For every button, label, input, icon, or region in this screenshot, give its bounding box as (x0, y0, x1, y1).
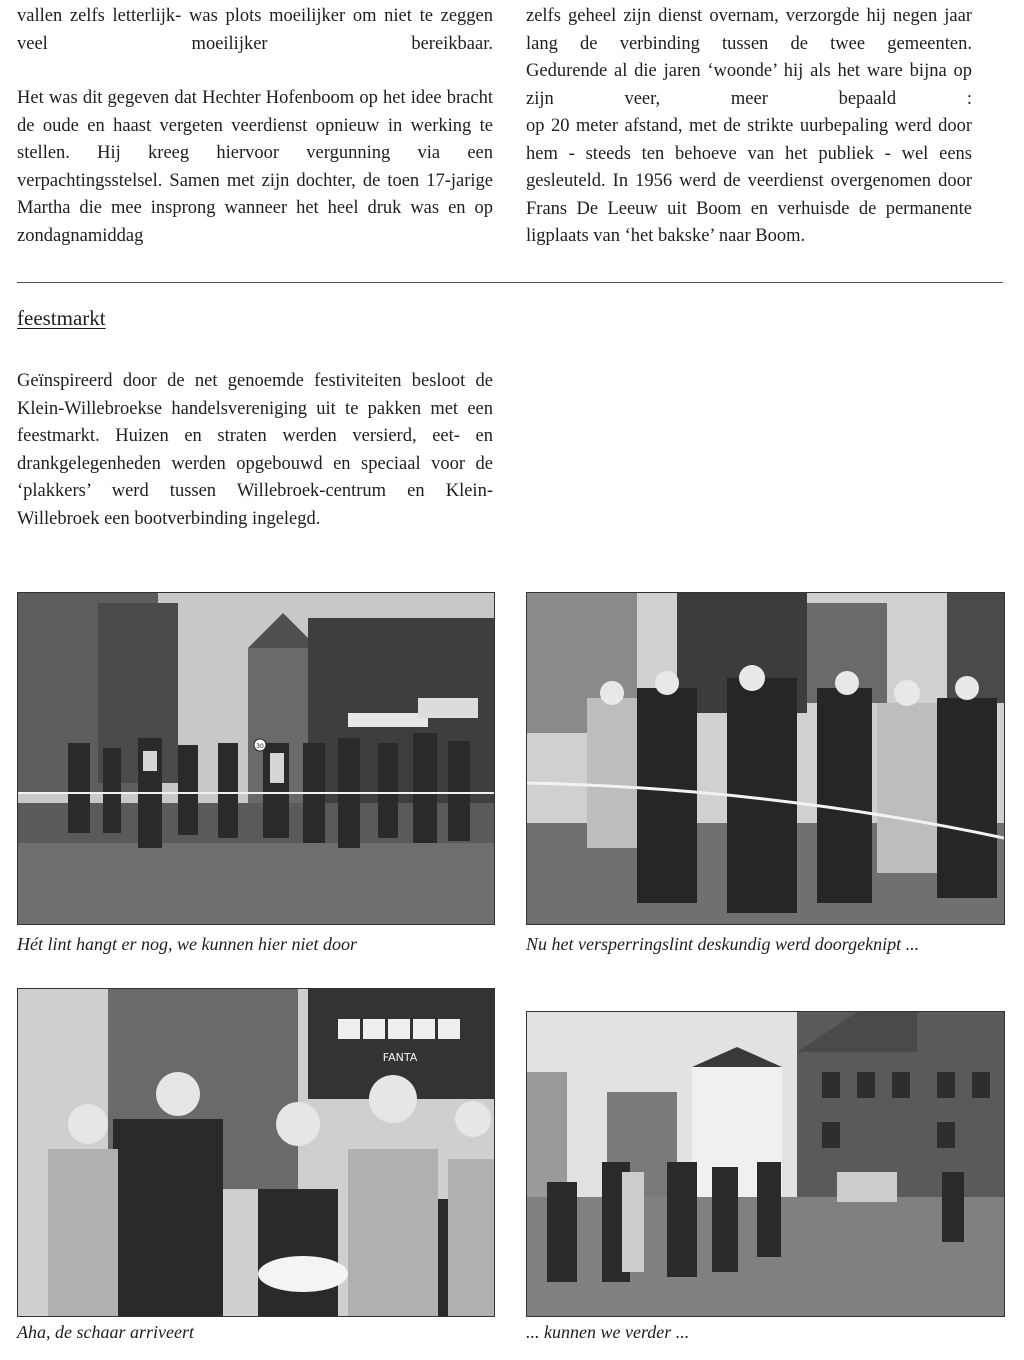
photo-caption: Aha, de schaar arriveert (17, 1322, 194, 1342)
photo-caption: ... kunnen we verder ... (526, 1322, 690, 1342)
paragraph: Geïnspireerd door de net genoemde festiviteiten besloot de Klein-Willebroekse handelsvereniging uit te pakken met een feestmarkt. Huizen en straten werden versierd, eet- en drankgelegenheden werden opgebouwd en speciaal voor de ‘plakkers’ werd tussen Willebroek-centrum en Klein-Willebroek een bootverbinding ingelegd. (17, 371, 493, 529)
paragraph: zelfs geheel zijn dienst overnam, verzorgde hij negen jaar lang de verbinding tussen de twee gemeenten. (526, 6, 972, 54)
photo-caption: Hét lint hangt er nog, we kunnen hier niet door (17, 934, 357, 954)
section-body (17, 368, 493, 533)
photo-procession (526, 1011, 1005, 1317)
shop-sign-text: FANTA (382, 1051, 418, 1064)
article-column-left-top (17, 3, 493, 250)
photo-caption: Nu het versperringslint deskundig werd doorgeknipt ... (526, 934, 920, 954)
section-divider (17, 282, 1003, 283)
article-column-right-top (526, 3, 972, 251)
paragraph: Het was dit gegeven dat Hechter Hofenboom op het idee bracht de oude en haast vergeten veerdienst opnieuw in werking te stellen. Hij kreeg hiervoor vergunning via een verpachtingsstelsel. Samen met zijn dochter, de toen 17-jarige Martha die mee insprong wanneer het heel druk was en op zondagnamiddag (17, 88, 493, 246)
section-heading: feestmarkt (17, 306, 106, 330)
photo-cutting-ribbon (526, 592, 1005, 925)
paragraph: op 20 meter afstand, met de strikte uurbepaling werd door hem - steeds ten behoeve van het publiek - wel eens gesleuteld. In 1956 werd de veerdienst overgenomen door Frans De Leeuw uit Boom en verhuisde de permanente ligplaats van ‘het bakske’ naar Boom. (526, 116, 972, 246)
paragraph: Gedurende al die jaren ‘woonde’ hij als het ware bijna op zijn veer, meer bepaald : (526, 61, 972, 109)
paragraph: vallen zelfs letterlijk- was plots moeilijker om niet te zeggen veel moeilijker bereikbaar. (17, 6, 493, 54)
photo-scissors-arrive (17, 988, 495, 1317)
speed-sign-text: 30 (256, 743, 264, 750)
photo-street-ribbon (17, 592, 495, 925)
